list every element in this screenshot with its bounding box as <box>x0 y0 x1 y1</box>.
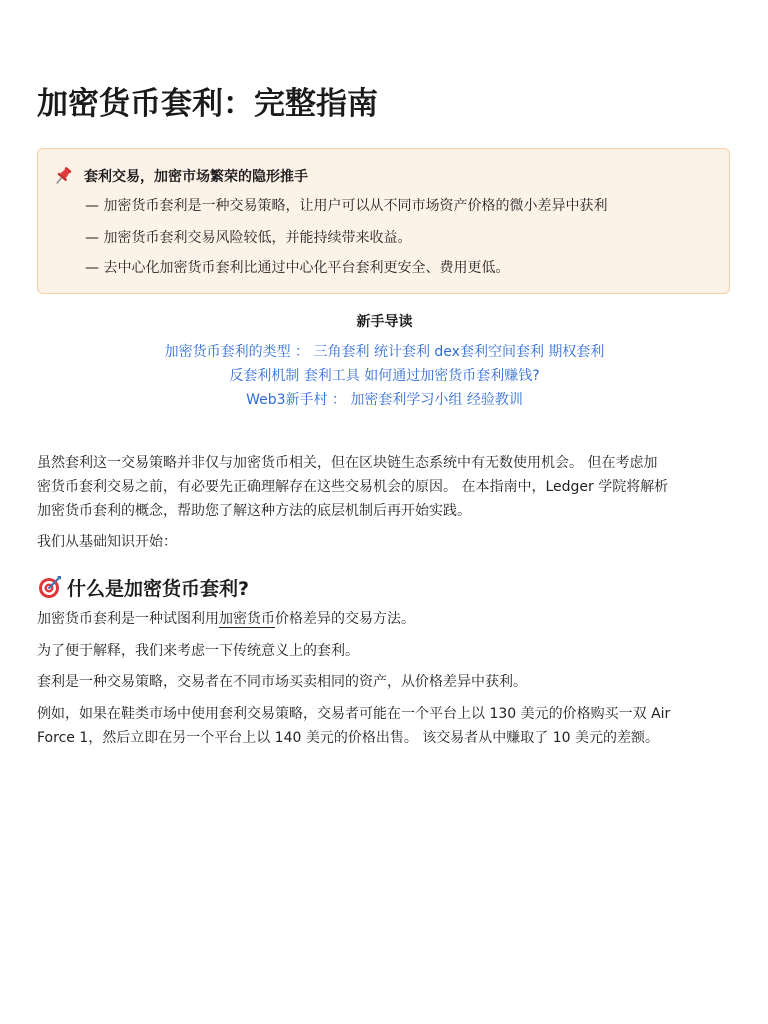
separator: ： <box>331 392 346 408</box>
section-paragraph: 套利是一种交易策略，交易者在不同市场买卖相同的资产，从价格差异中获利。 <box>37 674 527 690</box>
link-statistical-arbitrage[interactable]: 统计套利 <box>373 344 430 360</box>
text-span: 价格差异的交易方法。 <box>275 611 415 627</box>
intro-paragraph-line: 虽然套利这一交易策略并非仅与加密货币相关，但在区块链生态系统中有无数使用机会。 但在考虑加 <box>37 455 658 471</box>
section-paragraph: 为了便于解释，我们来考虑一下传统意义上的套利。 <box>37 643 359 659</box>
callout-item: — 加密货币套利是一种交易策略，让用户可以从不同市场资产价格的微小差异中获利 <box>85 198 608 214</box>
section-heading-text: 什么是加密货币套利? <box>67 577 250 600</box>
section-paragraph-line: Force 1，然后立即在另一个平台上以 140 美元的价格出售。 该交易者从中赚取了 10 美元的差额。 <box>37 730 660 746</box>
pushpin-icon <box>52 165 74 187</box>
guide-heading: 新手导读 <box>356 314 413 330</box>
link-crypto[interactable]: 加密货币 <box>219 611 275 627</box>
guide-links-row-3 <box>37 390 732 410</box>
separator: ： <box>295 344 310 360</box>
callout-header <box>52 165 308 187</box>
callout-item: — 去中心化加密货币套利比通过中心化平台套利更安全、费用更低。 <box>85 260 510 276</box>
intro-paragraph-line: 加密货币套利的概念，帮助您了解这种方法的底层机制后再开始实践。 <box>37 503 471 519</box>
link-arbitrage-tools[interactable]: 套利工具 <box>303 368 360 384</box>
link-spatial-arbitrage[interactable]: 空间套利 <box>487 344 544 360</box>
guide-links-row-1 <box>37 342 732 362</box>
page-title: 加密货币套利：完整指南 <box>37 86 378 122</box>
link-options-arbitrage[interactable]: 期权套利 <box>548 344 605 360</box>
link-arbitrage-types[interactable]: 加密货币套利的类型 <box>164 344 291 360</box>
link-anti-arbitrage[interactable]: 反套利机制 <box>229 368 300 384</box>
section-paragraph-line: 例如，如果在鞋类市场中使用套利交易策略，交易者可能在一个平台上以 130 美元的价格购买一双 Air <box>37 706 671 722</box>
link-how-to-profit[interactable]: 如何通过加密货币套利赚钱? <box>364 368 540 384</box>
callout-item: — 加密货币套利交易风险较低，并能持续带来收益。 <box>85 230 412 246</box>
link-web3-village[interactable]: Web3新手村 <box>246 392 328 408</box>
callout-heading: 套利交易，加密市场繁荣的隐形推手 <box>84 169 308 185</box>
intro-paragraph-line: 密货币套利交易之前，有必要先正确理解存在这些交易机会的原因。 在本指南中，Ledger 学院将解析 <box>37 479 669 495</box>
key-points-callout <box>37 148 730 294</box>
guide-links-row-2 <box>37 366 732 386</box>
link-lessons[interactable]: 经验教训 <box>466 392 523 408</box>
section-paragraph <box>37 607 732 631</box>
link-study-group[interactable]: 加密套利学习小组 <box>350 392 463 408</box>
link-dex-arbitrage[interactable]: dex套利 <box>434 344 488 360</box>
section-heading <box>37 574 249 600</box>
text-span: 加密货币套利是一种试图利用 <box>37 611 219 627</box>
link-triangular-arbitrage[interactable]: 三角套利 <box>313 344 370 360</box>
intro-closing-line: 我们从基础知识开始： <box>37 534 177 550</box>
target-icon <box>37 574 63 600</box>
